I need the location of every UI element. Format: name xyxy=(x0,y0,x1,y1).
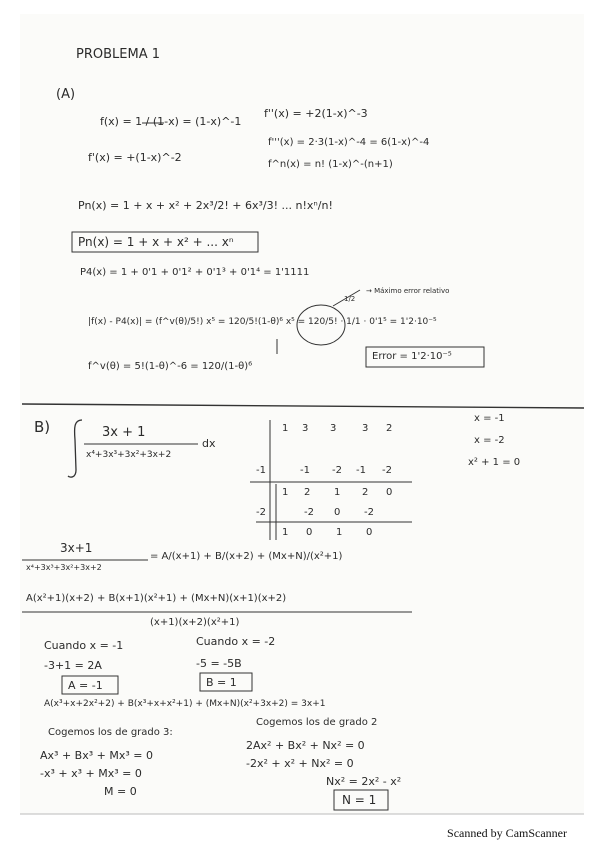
ruffini-r5c3: 1 xyxy=(336,527,343,538)
ruffini-div2: -2 xyxy=(256,507,266,518)
ruffini-r1c3: 3 xyxy=(330,423,337,434)
ruffini-r1c4: 3 xyxy=(362,423,369,434)
pn-boxed-result: Pn(x) = 1 + x + x² + ... xⁿ xyxy=(78,235,234,249)
pf-right-side: = A/(x+1) + B/(x+2) + (Mx+N)/(x²+1) xyxy=(150,551,343,562)
grado3-line1: Ax³ + Bx³ + Mx³ = 0 xyxy=(40,749,153,762)
ruffini-r5c2: 0 xyxy=(306,527,313,538)
ruffini-r3c4: 2 xyxy=(362,487,369,498)
pf-left-numerator: 3x+1 xyxy=(60,541,93,555)
error-bound: |f(x) - P4(x)| = (f^v(θ)/5!) x⁵ = 120/5!(1-θ)⁶ x⁵ = 120/5! · 1/1 · 0'1⁵ = 1'2·10⁻⁵ xyxy=(88,317,437,327)
cuando-2-equation: -5 = -5B xyxy=(196,657,242,670)
ruffini-r2c4: -2 xyxy=(382,465,392,476)
combined-numerator: A(x²+1)(x+2) + B(x+1)(x²+1) + (Mx+N)(x+1)(x+2) xyxy=(26,593,287,604)
root-1: x = -1 xyxy=(474,413,505,424)
ruffini-r2c2: -2 xyxy=(332,465,342,476)
ruffini-r3c3: 1 xyxy=(334,487,341,498)
annotation-note: → Máximo error relativo xyxy=(366,287,450,295)
f3-line: f'''(x) = 2·3(1-x)^-4 = 6(1-x)^-4 xyxy=(268,137,430,148)
grado2-line2: -2x² + x² + Nx² = 0 xyxy=(246,757,354,770)
cuando-2-title: Cuando x = -2 xyxy=(196,635,276,648)
ruffini-r1c1: 1 xyxy=(282,423,289,434)
f0-line: f(x) = 1 / (1-x) = (1-x)^-1 xyxy=(100,115,242,128)
root-3: x² + 1 = 0 xyxy=(468,457,521,468)
integral-numerator: 3x + 1 xyxy=(102,425,146,440)
ruffini-r1c5: 2 xyxy=(386,423,393,434)
cuando-1-result: A = -1 xyxy=(68,679,103,692)
cuando-1-title: Cuando x = -1 xyxy=(44,639,124,652)
page-title: PROBLEMA 1 xyxy=(76,47,160,62)
ruffini-r3c2: 2 xyxy=(304,487,311,498)
ruffini-r3c5: 0 xyxy=(386,487,393,498)
p4-evaluation: P4(x) = 1 + 0'1 + 0'1² + 0'1³ + 0'1⁴ = 1'1111 xyxy=(80,267,310,278)
integral-dx: dx xyxy=(202,437,216,450)
grado3-line2: -x³ + x³ + Mx³ = 0 xyxy=(40,767,142,780)
ruffini-r2c1: -1 xyxy=(300,465,310,476)
ruffini-r4c2: 0 xyxy=(334,507,341,518)
grado2-result: N = 1 xyxy=(342,793,377,807)
pf-left-denominator: x⁴+3x³+3x²+3x+2 xyxy=(26,563,102,572)
grado3-line3: M = 0 xyxy=(104,785,137,798)
expanded-equation: A(x³+x+2x²+2) + B(x³+x+x²+1) + (Mx+N)(x²+3x+2) = 3x+1 xyxy=(44,699,326,709)
ruffini-r4c3: -2 xyxy=(364,507,374,518)
grado2-line3: Nx² = 2x² - x² xyxy=(326,775,402,788)
ruffini-r5c4: 0 xyxy=(366,527,373,538)
ruffini-r3c1: 1 xyxy=(282,487,289,498)
pn-expansion: Pn(x) = 1 + x + x² + 2x³/2! + 6x³/3! ... n!xⁿ/n! xyxy=(78,199,333,212)
error-boxed-result: Error = 1'2·10⁻⁵ xyxy=(372,351,452,362)
annotation-number: 1/2 xyxy=(344,295,356,303)
ruffini-r2c3: -1 xyxy=(356,465,366,476)
part-b-label: B) xyxy=(34,418,51,436)
ruffini-r4c1: -2 xyxy=(304,507,314,518)
f1-line: f'(x) = +(1-x)^-2 xyxy=(88,151,182,164)
grado2-title: Cogemos los de grado 2 xyxy=(256,717,378,728)
ruffini-div1: -1 xyxy=(256,465,266,476)
cuando-1-equation: -3+1 = 2A xyxy=(44,659,102,672)
part-a-label: (A) xyxy=(56,87,76,102)
fv-expression: f^v(θ) = 5!(1-θ)^-6 = 120/(1-θ)⁶ xyxy=(88,361,253,372)
combined-denominator: (x+1)(x+2)(x²+1) xyxy=(150,617,240,628)
scanner-footer: Scanned by CamScanner xyxy=(447,826,567,840)
grado2-line1: 2Ax² + Bx² + Nx² = 0 xyxy=(246,739,365,752)
f2-line: f''(x) = +2(1-x)^-3 xyxy=(264,107,368,120)
cuando-2-result: B = 1 xyxy=(206,676,237,689)
integral-denominator: x⁴+3x³+3x²+3x+2 xyxy=(86,450,172,460)
grado3-title: Cogemos los de grado 3: xyxy=(48,727,173,738)
ruffini-r5c1: 1 xyxy=(282,527,289,538)
fn-line: f^n(x) = n! (1-x)^-(n+1) xyxy=(268,159,393,170)
ruffini-r1c2: 3 xyxy=(302,423,309,434)
root-2: x = -2 xyxy=(474,435,505,446)
